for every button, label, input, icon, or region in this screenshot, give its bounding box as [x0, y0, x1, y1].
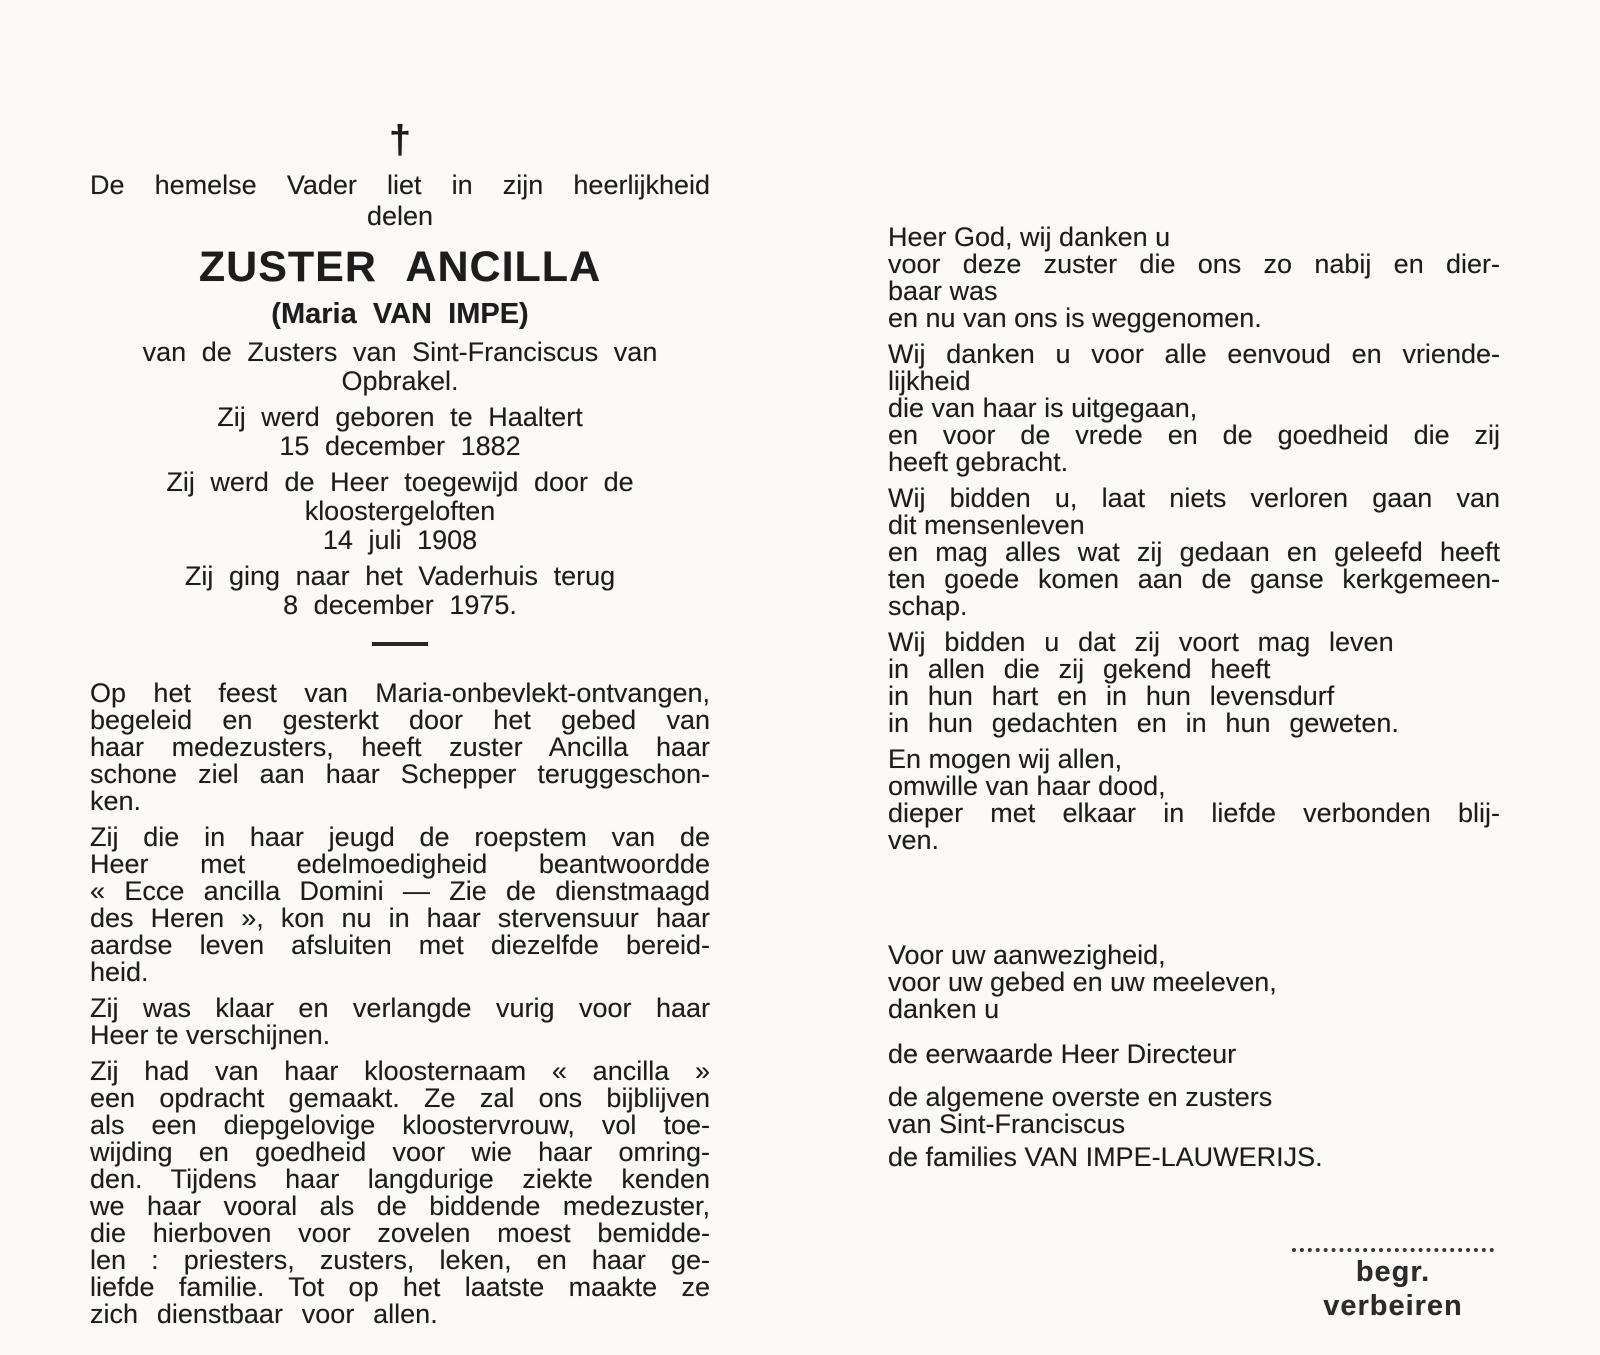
section-divider — [372, 642, 428, 646]
text-line: in hun gedachten en in hun geweten. — [888, 708, 1399, 738]
text-line: Heer God, wij danken u — [888, 222, 1171, 252]
stamp-dotted-line — [1292, 1248, 1494, 1252]
text-line: dieper met elkaar in liefde verbonden blij- — [888, 798, 1500, 828]
text-line: Heer met edelmoedigheid beantwoordde — [90, 849, 710, 879]
text-line: Opbrakel. — [341, 366, 459, 396]
text-line: Wij bidden u dat zij voort mag leven — [888, 627, 1394, 657]
text-line: in hun hart en in hun levensdurf — [888, 681, 1335, 711]
text-line: als een diepgelovige kloostervrouw, vol toe- — [90, 1110, 710, 1140]
text-line: liefde familie. Tot op het laatste maakte ze — [90, 1272, 710, 1302]
text-line: kloostergeloften — [304, 496, 496, 526]
text-line: zich dienstbaar voor allen. — [90, 1299, 438, 1329]
eulogy-paragraph — [90, 824, 710, 986]
vitae-group — [90, 403, 710, 461]
text-line: een opdracht gemaakt. Ze zal ons bijblijven — [90, 1083, 710, 1113]
vitae-group — [90, 338, 710, 396]
deceased-name: ZUSTER ANCILLA — [198, 243, 602, 291]
text-line: Heer te verschijnen. — [90, 1020, 331, 1050]
text-line: Zij had van haar kloosternaam « ancilla » — [90, 1056, 710, 1086]
intro-lines — [90, 170, 710, 232]
text-line: haar medezusters, heeft zuster Ancilla haar — [90, 732, 710, 762]
thanks-group — [888, 1041, 1500, 1068]
text-line: ven. — [888, 825, 940, 855]
text-line: En mogen wij allen, — [888, 744, 1123, 774]
text-line: « Ecce ancilla Domini — Zie de dienstmaagd — [90, 876, 710, 906]
text-line: danken u — [888, 994, 1000, 1024]
undertaker-stamp — [1292, 1248, 1494, 1323]
prayer-stanza — [888, 629, 1500, 737]
text-line: aardse leven afsluiten met diezelfde bereid- — [90, 930, 710, 960]
prayer-text — [888, 224, 1500, 854]
text-line: we haar vooral als de biddende medezuster, — [90, 1191, 710, 1221]
text-line: den. Tijdens haar langdurige ziekte kenden — [90, 1164, 710, 1194]
eulogy-paragraph — [90, 680, 710, 815]
eulogy-paragraph — [90, 1058, 710, 1328]
maiden-name: (Maria VAN IMPE) — [271, 298, 529, 330]
text-line: schap. — [888, 591, 968, 621]
stamp-label: begr. verbeiren — [1323, 1256, 1463, 1322]
text-line: ten goede komen aan de ganse kerkgemeen- — [888, 564, 1500, 594]
text-line: Zij ging naar het Vaderhuis terug — [184, 561, 616, 591]
prayer-stanza — [888, 224, 1500, 332]
prayer-stanza — [888, 485, 1500, 620]
text-line: Op het feest van Maria-onbevlekt-ontvangen, — [90, 678, 710, 708]
left-column — [90, 116, 710, 1337]
right-column — [888, 224, 1500, 1187]
text-line: 14 juli 1908 — [322, 525, 478, 555]
text-line: voor uw gebed en uw meeleven, — [888, 967, 1277, 997]
text-line: en voor de vrede en de goedheid die zij — [888, 420, 1500, 450]
text-line: 15 december 1882 — [279, 431, 521, 461]
text-line: voor deze zuster die ons zo nabij en dier- — [888, 249, 1500, 279]
text-line: in allen die zij gekend heeft — [888, 654, 1271, 684]
text-line: van de Zusters van Sint-Franciscus van — [142, 337, 658, 367]
thanks-group — [888, 942, 1500, 1023]
thanks-group — [888, 1144, 1500, 1171]
text-line: Zij werd geboren te Haaltert — [217, 402, 583, 432]
text-line: en mag alles wat zij gedaan en geleefd heeft — [888, 537, 1500, 567]
text-line: heid. — [90, 957, 149, 987]
text-line: de eerwaarde Heer Directeur — [888, 1039, 1237, 1069]
text-line: heeft gebracht. — [888, 447, 1069, 477]
text-line: ken. — [90, 786, 142, 816]
text-line: lijkheid — [888, 366, 971, 396]
text-line: de algemene overste en zusters — [888, 1082, 1273, 1112]
text-line: baar was — [888, 276, 998, 306]
text-line: Zij was klaar en verlangde vurig voor haar — [90, 993, 710, 1023]
text-line: Wij bidden u, laat niets verloren gaan van — [888, 483, 1500, 513]
text-line: begeleid en gesterkt door het gebed van — [90, 705, 710, 735]
text-line: dit mensenleven — [888, 510, 1085, 540]
text-line: wijding en goedheid voor wie haar omring- — [90, 1137, 710, 1167]
text-line: omwille van haar dood, — [888, 771, 1166, 801]
text-line: Voor uw aanwezigheid, — [888, 940, 1166, 970]
text-line: des Heren », kon nu in haar stervensuur haar — [90, 903, 710, 933]
text-line: 8 december 1975. — [283, 590, 517, 620]
acknowledgements — [888, 942, 1500, 1171]
text-line: Zij werd de Heer toegewijd door de — [166, 467, 634, 497]
text-line: en nu van ons is weggenomen. — [888, 303, 1262, 333]
text-line: die hierboven voor zovelen moest bemidde- — [90, 1218, 710, 1248]
text-line: van Sint-Franciscus — [888, 1109, 1126, 1139]
text-line: len : priesters, zusters, leken, en haar ge- — [90, 1245, 710, 1275]
prayer-stanza — [888, 341, 1500, 476]
text-line: delen — [366, 201, 434, 231]
text-line: De hemelse Vader liet in zijn heerlijkheid — [90, 170, 710, 200]
thanks-group — [888, 1084, 1500, 1138]
text-line: schone ziel aan haar Schepper teruggeschon- — [90, 759, 710, 789]
text-line: die van haar is uitgegaan, — [888, 393, 1198, 423]
eulogy-text — [90, 680, 710, 1328]
vitae-section — [90, 338, 710, 620]
intro-text — [90, 170, 710, 232]
text-line: Zij die in haar jeugd de roepstem van de — [90, 822, 710, 852]
eulogy-paragraph — [90, 995, 710, 1049]
text-line: de families VAN IMPE-LAUWERIJS. — [888, 1142, 1323, 1172]
text-line: Wij danken u voor alle eenvoud en vriende- — [888, 339, 1500, 369]
prayer-stanza — [888, 746, 1500, 854]
vitae-group — [90, 562, 710, 620]
vitae-group — [90, 468, 710, 555]
cross-icon: † — [388, 118, 412, 162]
